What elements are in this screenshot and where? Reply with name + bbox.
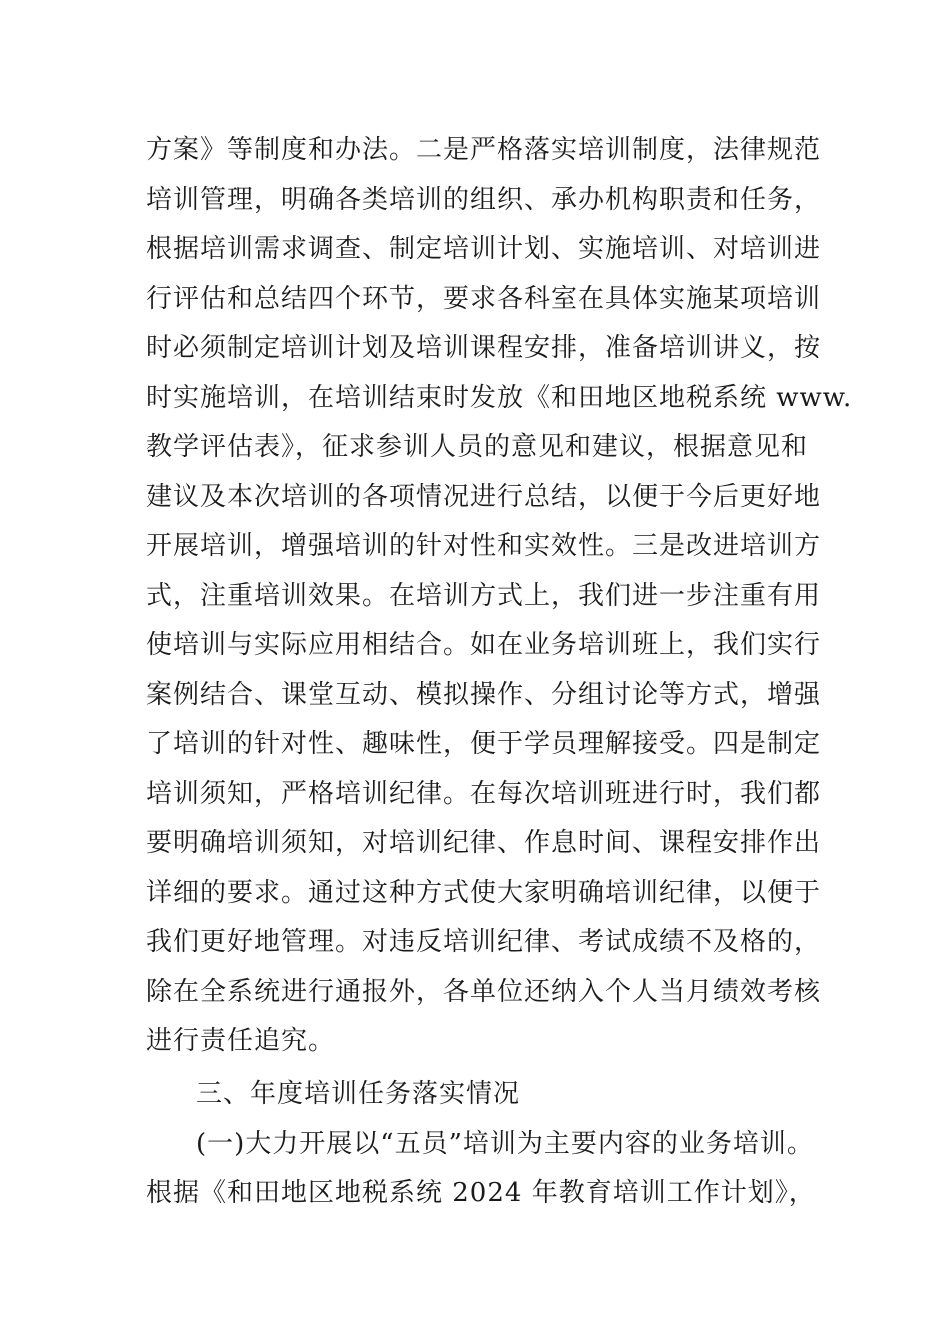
body-line: 建议及本次培训的各项情况进行总结，以便于今后更好地 (146, 482, 822, 512)
body-line: 根据培训需求调查、制定培训计划、实施培训、对培训进 (146, 234, 822, 264)
body-line: 时实施培训，在培训结束时发放《和田地区地税系统 www. (146, 383, 853, 413)
body-line: 使培训与实际应用相结合。如在业务培训班上，我们实行 (146, 630, 822, 660)
body-line: 时必须制定培训计划及培训课程安排，准备培训讲义，按 (146, 333, 822, 363)
body-line: 培训须知，严格培训纪律。在每次培训班进行时，我们都 (146, 779, 822, 809)
body-line: 要明确培训须知，对培训纪律、作息时间、课程安排作出 (146, 828, 822, 858)
body-line: 教学评估表》，征求参训人员的意见和建议，根据意见和 (146, 432, 809, 462)
body-line: 我们更好地管理。对违反培训纪律、考试成绩不及格的， (146, 927, 822, 957)
body-line: 方案》等制度和办法。二是严格落实培训制度，法律规范 (146, 135, 822, 165)
body-line: 案例结合、课堂互动、模拟操作、分组讨论等方式，增强 (146, 680, 822, 710)
body-line: 进行责任追究。 (146, 1026, 336, 1056)
body-line-last: 根据《和田地区地税系统 2024 年教育培训工作计划》， (146, 1178, 816, 1208)
body-line: 了培训的针对性、趣味性，便于学员理解接受。四是制定 (146, 729, 822, 759)
body-line: 除在全系统进行通报外，各单位还纳入个人当月绩效考核 (146, 977, 822, 1007)
section-heading: 三、年度培训任务落实情况 (196, 1079, 521, 1109)
body-line: 行评估和总结四个环节，要求各科室在具体实施某项培训 (146, 284, 822, 314)
body-line: 开展培训，增强培训的针对性和实效性。三是改进培训方 (146, 531, 822, 561)
body-line: 培训管理，明确各类培训的组织、承办机构职责和任务， (146, 185, 822, 215)
subsection-line: (一)大力开展以“五员”培训为主要内容的业务培训。 (196, 1129, 814, 1159)
body-line: 详细的要求。通过这种方式使大家明确培训纪律，以便于 (146, 878, 822, 908)
body-line: 式，注重培训效果。在培训方式上，我们进一步注重有用 (146, 581, 822, 611)
